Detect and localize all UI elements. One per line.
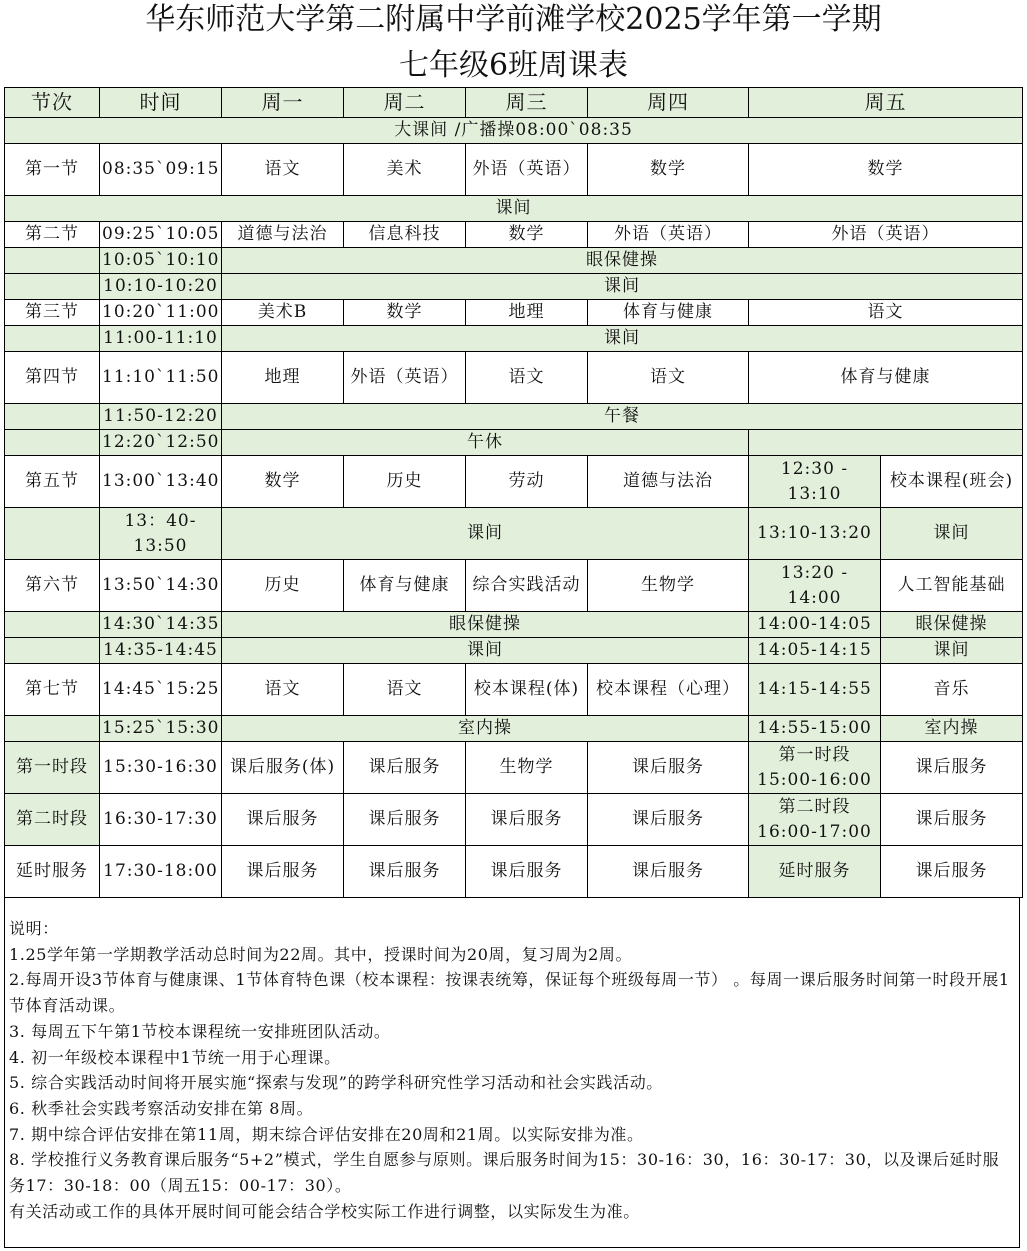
tue-cell: 历史: [344, 456, 466, 508]
fri-time-cell: 14:55-15:00: [749, 716, 881, 742]
mon-cell: 历史: [222, 560, 344, 612]
page-title: 华东师范大学第二附属中学前滩学校2025学年第一学期: [145, 2, 882, 37]
fri-time-cell: 14:15-14:55: [749, 664, 881, 716]
time-cell: 15:30-16:30: [100, 742, 222, 794]
fri-time-cell: 12:30 - 13:10: [749, 456, 881, 508]
wed-cell: 数学: [466, 222, 588, 248]
table-row: [5, 118, 1023, 144]
note-item: 2.每周开设3节体育与健康课、1节体育特色课（校本课程：按课表统筹，保证每个班级每周一节） 。每周一课后服务时间第一时段开展1节体育活动课。: [9, 970, 1010, 1016]
table-row: [5, 560, 1023, 612]
table-row: [5, 326, 1023, 352]
table-row: [5, 846, 1023, 898]
time-cell: 13：40-13:50: [100, 508, 222, 560]
note-item: 3. 每周五下午第1节校本课程统一安排班团队活动。: [9, 1021, 391, 1041]
thu-cell: 语文: [588, 352, 749, 404]
table-row: [5, 222, 1023, 248]
notes-heading: 说明：: [9, 919, 59, 938]
table-row: [5, 352, 1023, 404]
activity-cell: 课间: [222, 508, 749, 560]
mon-cell: 课后服务: [222, 794, 344, 846]
fri-time-cell: 延时服务: [749, 846, 881, 898]
tue-cell: 信息科技: [344, 222, 466, 248]
empty-cell: [749, 430, 1023, 456]
tue-cell: 课后服务: [344, 742, 466, 794]
fri-cell: 课后服务: [881, 794, 1023, 846]
wed-cell: 课后服务: [466, 794, 588, 846]
note-item: 1.25学年第一学期教学活动总时间为22周。其中，授课时间为20周，复习周为2周。: [9, 944, 633, 964]
notes-section: [4, 898, 1020, 1248]
fri-time-cell: 13:10-13:20: [749, 508, 881, 560]
tue-cell: 语文: [344, 664, 466, 716]
wed-cell: 生物学: [466, 742, 588, 794]
period-label: 第二时段: [5, 794, 100, 846]
empty-cell: [5, 638, 100, 664]
thu-cell: 课后服务: [588, 846, 749, 898]
time-cell: 11:10`11:50: [100, 352, 222, 404]
page-subtitle: 七年级6班周课表: [398, 48, 629, 83]
header-fri: 周五: [749, 88, 1023, 118]
big-break-cell: 大课间 /广播操08:00`08:35: [5, 118, 1023, 144]
time-cell: 16:30-17:30: [100, 794, 222, 846]
fri-time-cell: 第一时段 15:00-16:00: [749, 742, 881, 794]
time-cell: 14:45`15:25: [100, 664, 222, 716]
time-cell: 13:50`14:30: [100, 560, 222, 612]
fri-cell: 课后服务: [881, 742, 1023, 794]
thu-cell: 课后服务: [588, 742, 749, 794]
activity-cell: 课间: [222, 326, 1023, 352]
mon-cell: 道德与法治: [222, 222, 344, 248]
header-tue: 周二: [344, 88, 466, 118]
fri-cell: 课间: [881, 508, 1023, 560]
period-label: 第三节: [5, 300, 100, 326]
empty-cell: [5, 326, 100, 352]
header-mon: 周一: [222, 88, 344, 118]
fri-cell: 数学: [749, 144, 1023, 196]
header-wed: 周三: [466, 88, 588, 118]
empty-cell: [5, 274, 100, 300]
table-row: [5, 742, 1023, 794]
activity-cell: 午休: [222, 430, 749, 456]
fri-cell: 课后服务: [881, 846, 1023, 898]
wed-cell: 语文: [466, 352, 588, 404]
table-row: [5, 638, 1023, 664]
mon-cell: 数学: [222, 456, 344, 508]
activity-cell: 眼保健操: [222, 248, 1023, 274]
table-row: [5, 430, 1023, 456]
thu-cell: 外语（英语）: [588, 222, 749, 248]
time-cell: 11:50-12:20: [100, 404, 222, 430]
header-row: [5, 88, 1023, 118]
wed-cell: 课后服务: [466, 846, 588, 898]
fri-time-cell: 第二时段 16:00-17:00: [749, 794, 881, 846]
mon-cell: 美术B: [222, 300, 344, 326]
schedule-table: [4, 87, 1023, 898]
table-row: [5, 794, 1023, 846]
time-cell: 14:30`14:35: [100, 612, 222, 638]
table-row: [5, 300, 1023, 326]
note-item: 有关活动或工作的具体开展时间可能会结合学校实际工作进行调整，以实际发生为准。: [9, 1201, 640, 1221]
fri-cell: 人工智能基础: [881, 560, 1023, 612]
empty-cell: [5, 430, 100, 456]
time-cell: 13:00`13:40: [100, 456, 222, 508]
period-label: 第四节: [5, 352, 100, 404]
activity-cell: 眼保健操: [222, 612, 749, 638]
table-row: [5, 664, 1023, 716]
tue-cell: 美术: [344, 144, 466, 196]
thu-cell: 课后服务: [588, 794, 749, 846]
tue-cell: 体育与健康: [344, 560, 466, 612]
wed-cell: 劳动: [466, 456, 588, 508]
fri-cell: 语文: [749, 300, 1023, 326]
tue-cell: 外语（英语）: [344, 352, 466, 404]
table-row: [5, 274, 1023, 300]
note-item: 6. 秋季社会实践考察活动安排在第 8周。: [9, 1098, 314, 1118]
table-row: [5, 456, 1023, 508]
table-row: [5, 404, 1023, 430]
fri-cell: 室内操: [881, 716, 1023, 742]
time-cell: 10:05`10:10: [100, 248, 222, 274]
header-period: 节次: [5, 88, 100, 118]
time-cell: 11:00-11:10: [100, 326, 222, 352]
time-cell: 08:35`09:15: [100, 144, 222, 196]
header-thu: 周四: [588, 88, 749, 118]
fri-cell: 外语（英语）: [749, 222, 1023, 248]
mon-cell: 地理: [222, 352, 344, 404]
empty-cell: [5, 716, 100, 742]
mon-cell: 课后服务: [222, 846, 344, 898]
note-item: 8. 学校推行义务教育课后服务“5+2”模式，学生自愿参与原则。课后服务时间为15：30-16：30，16：30-17：30，以及课后延时服务17：30-18：00（周五15：00-17：30）。: [9, 1150, 1000, 1196]
table-row: [5, 508, 1023, 560]
time-cell: 10:10-10:20: [100, 274, 222, 300]
activity-cell: 室内操: [222, 716, 749, 742]
thu-cell: 道德与法治: [588, 456, 749, 508]
period-label: 第七节: [5, 664, 100, 716]
time-cell: 12:20`12:50: [100, 430, 222, 456]
tue-cell: 课后服务: [344, 794, 466, 846]
wed-cell: 校本课程(体): [466, 664, 588, 716]
tue-cell: 数学: [344, 300, 466, 326]
mon-cell: 课后服务(体): [222, 742, 344, 794]
period-label: 第二节: [5, 222, 100, 248]
empty-cell: [5, 404, 100, 430]
activity-cell: 课间: [222, 638, 749, 664]
time-cell: 17:30-18:00: [100, 846, 222, 898]
fri-time-cell: 13:20 - 14:00: [749, 560, 881, 612]
period-label: 第六节: [5, 560, 100, 612]
table-row: [5, 612, 1023, 638]
table-row: [5, 196, 1023, 222]
wed-cell: 地理: [466, 300, 588, 326]
time-cell: 10:20`11:00: [100, 300, 222, 326]
tue-cell: 课后服务: [344, 846, 466, 898]
fri-cell: 音乐: [881, 664, 1023, 716]
note-item: 5. 综合实践活动时间将开展实施“探索与发现”的跨学科研究性学习活动和社会实践活动。: [9, 1073, 663, 1093]
empty-cell: [5, 612, 100, 638]
time-cell: 15:25`15:30: [100, 716, 222, 742]
empty-cell: [5, 508, 100, 560]
empty-cell: [5, 248, 100, 274]
fri-cell: 体育与健康: [749, 352, 1023, 404]
table-row: [5, 144, 1023, 196]
period-label: 第一节: [5, 144, 100, 196]
fri-time-cell: 14:05-14:15: [749, 638, 881, 664]
mon-cell: 语文: [222, 144, 344, 196]
wed-cell: 综合实践活动: [466, 560, 588, 612]
fri-cell: 校本课程(班会): [881, 456, 1023, 508]
activity-cell: 午餐: [222, 404, 1023, 430]
header-time: 时间: [100, 88, 222, 118]
time-cell: 09:25`10:05: [100, 222, 222, 248]
note-item: 7. 期中综合评估安排在第11周，期末综合评估安排在20周和21周。以实际安排为准。: [9, 1124, 644, 1144]
table-row: [5, 248, 1023, 274]
period-label: 第一时段: [5, 742, 100, 794]
fri-cell: 眼保健操: [881, 612, 1023, 638]
break-cell: 课间: [5, 196, 1023, 222]
thu-cell: 校本课程（心理）: [588, 664, 749, 716]
period-label: 第五节: [5, 456, 100, 508]
table-row: [5, 716, 1023, 742]
mon-cell: 语文: [222, 664, 344, 716]
note-item: 4. 初一年级校本课程中1节统一用于心理课。: [9, 1047, 341, 1067]
wed-cell: 外语（英语）: [466, 144, 588, 196]
thu-cell: 生物学: [588, 560, 749, 612]
time-cell: 14:35-14:45: [100, 638, 222, 664]
thu-cell: 体育与健康: [588, 300, 749, 326]
activity-cell: 课间: [222, 274, 1023, 300]
fri-cell: 课间: [881, 638, 1023, 664]
period-label: 延时服务: [5, 846, 100, 898]
thu-cell: 数学: [588, 144, 749, 196]
fri-time-cell: 14:00-14:05: [749, 612, 881, 638]
